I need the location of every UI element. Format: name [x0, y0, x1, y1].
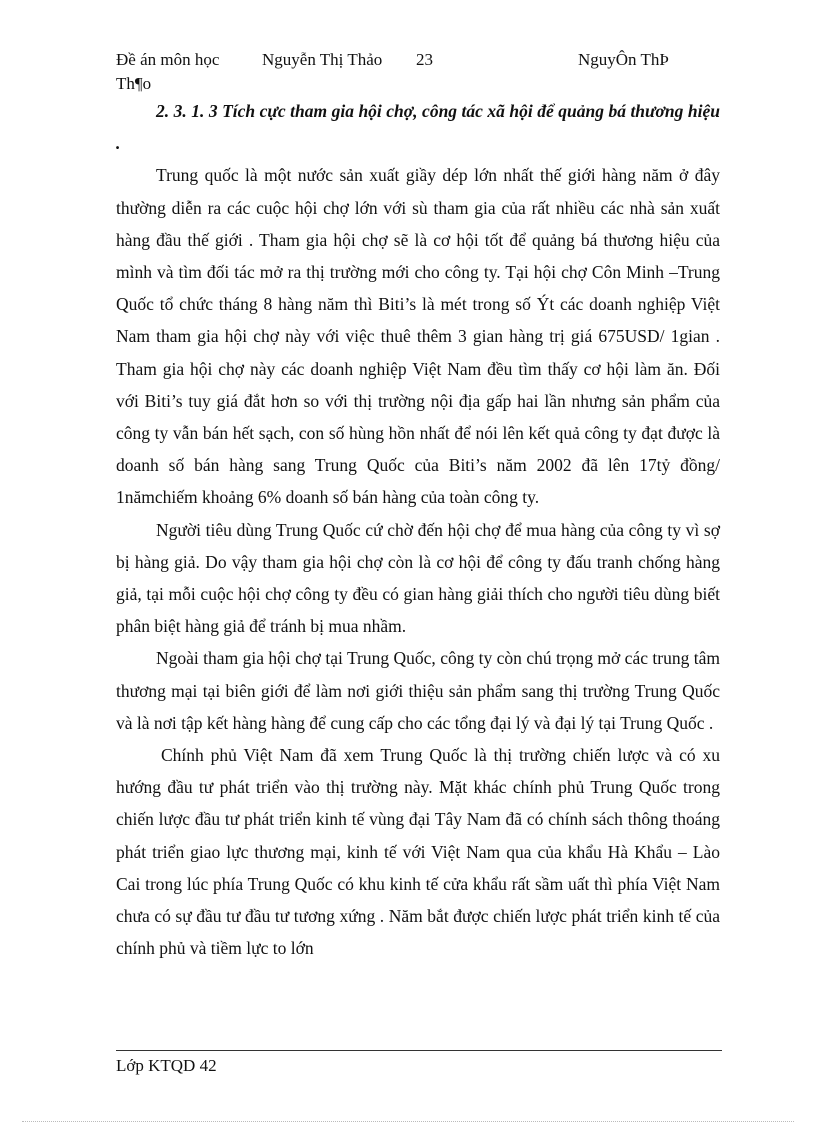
page-bottom-edge: [22, 1121, 794, 1122]
paragraph: Ngoài tham gia hội chợ tại Trung Quốc, công ty còn chú trọng mở các trung tâm thương mại tại biên giới để làm nơi giới thiệu sản phẩm sang thị trường Trung Quốc và là nơi tập kết hàng hàng để cung cấp cho các tổng đại lý và đại lý tại Trung Quốc .: [116, 648, 720, 733]
page-body: [116, 95, 720, 964]
footer-divider: [116, 1050, 722, 1051]
header-subject: Đề án môn học: [116, 50, 220, 69]
header-right-text: NguyÔn ThÞ: [578, 50, 669, 69]
header-row-continuation: [116, 72, 720, 96]
header-author: Nguyễn Thị Thảo: [262, 50, 383, 69]
page-header: [116, 48, 720, 96]
section-heading: 2. 3. 1. 3 Tích cực tham gia hội chợ, công tác xã hội để quảng bá thương hiệu .: [116, 101, 720, 154]
header-page-number: 23: [416, 50, 433, 69]
header-continuation: Th¶o: [116, 74, 152, 93]
footer-class-label: Lớp KTQD 42: [116, 1056, 217, 1075]
header-row: [116, 48, 720, 72]
paragraph: Trung quốc là một nước sản xuất giầy dép lớn nhất thế giới hàng năm ở đây thường diễn ra các cuộc hội chợ lớn với sù tham gia của rất nhiều các nhà sản xuất hàng đầu thế giới . Tham gia hội chợ sẽ là cơ hội tốt để quảng bá thương hiệu của mình và tìm đối tác mở ra thị trường mới cho công ty. Tại hội chợ Côn Minh –Trung Quốc tổ chức tháng 8 hàng năm thì Biti’s là mét trong số Ýt các doanh nghiệp Việt Nam tham gia hội chợ này với việc thuê thêm 3 gian hàng trị giá 675USD/ 1gian . Tham gia hội chợ này các doanh nghiệp Việt Nam đều tìm thấy cơ hội làm ăn. Đối với Biti’s tuy giá đắt hơn so với thị trường nội địa gấp hai lần nhưng sản phẩm của công ty vẫn bán hết sạch, con số hùng hồn nhất để nói lên kết quả công ty đạt được là doanh số bán hàng sang Trung Quốc của Biti’s năm 2002 đã lên 17tỷ đồng/ 1nămchiếm khoảng 6% doanh số bán hàng của toàn công ty.: [116, 165, 720, 508]
paragraph: Chính phủ Việt Nam đã xem Trung Quốc là thị trường chiến lược và có xu hướng đầu tư phát triển vào thị trường này. Mặt khác chính phủ Trung Quốc trong chiến lược đầu tư phát triển kinh tế vùng đại Tây Nam đã có chính sách thông thoáng phát triển giao lực thương mại, kinh tế với Việt Nam qua của khẩu Hà Khẩu – Lào Cai trong lúc phía Trung Quốc có khu kinh tế cửa khẩu rất sầm uất thì phía Việt Nam chưa có sự đầu tư đầu tư tương xứng . Năm bắt được chiến lược phát triển kinh tế của chính phủ và tiềm lực to lớn: [116, 745, 720, 959]
paragraph: Người tiêu dùng Trung Quốc cứ chờ đến hội chợ để mua hàng của công ty vì sợ bị hàng giả. Do vậy tham gia hội chợ còn là cơ hội để công ty đấu tranh chống hàng giả, tại mỗi cuộc hội chợ công ty đều có gian hàng giải thích cho người tiêu dùng biết phân biệt hàng giả để tránh bị mua nhầm.: [116, 519, 720, 637]
